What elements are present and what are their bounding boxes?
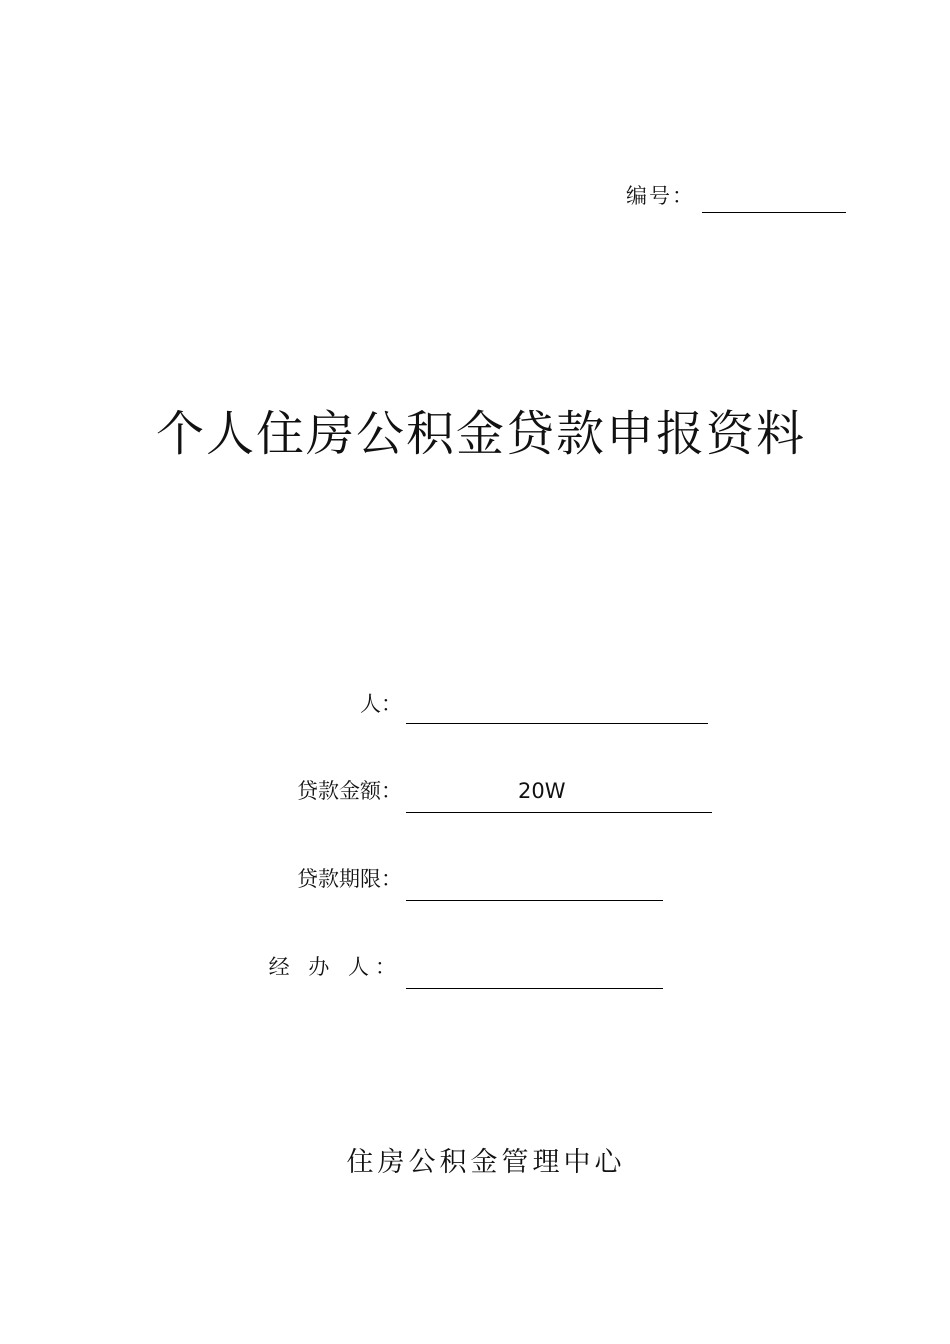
loan-term-underline — [406, 900, 663, 901]
serial-number-label: 编号： — [626, 184, 695, 208]
organization-name: 住房公积金管理中心 — [346, 1147, 626, 1178]
loan-amount-value: 20W — [518, 779, 566, 803]
loan-amount-label: 贷款金额： — [297, 779, 402, 803]
loan-term-label: 贷款期限： — [297, 867, 402, 891]
handler-label: 经 办 人： — [268, 955, 402, 979]
applicant-underline — [406, 723, 708, 724]
loan-amount-underline — [406, 812, 712, 813]
document-title: 个人住房公积金贷款申报资料 — [155, 406, 806, 462]
handler-underline — [406, 988, 663, 989]
applicant-label: 人： — [360, 692, 402, 716]
serial-number-line — [702, 212, 846, 213]
